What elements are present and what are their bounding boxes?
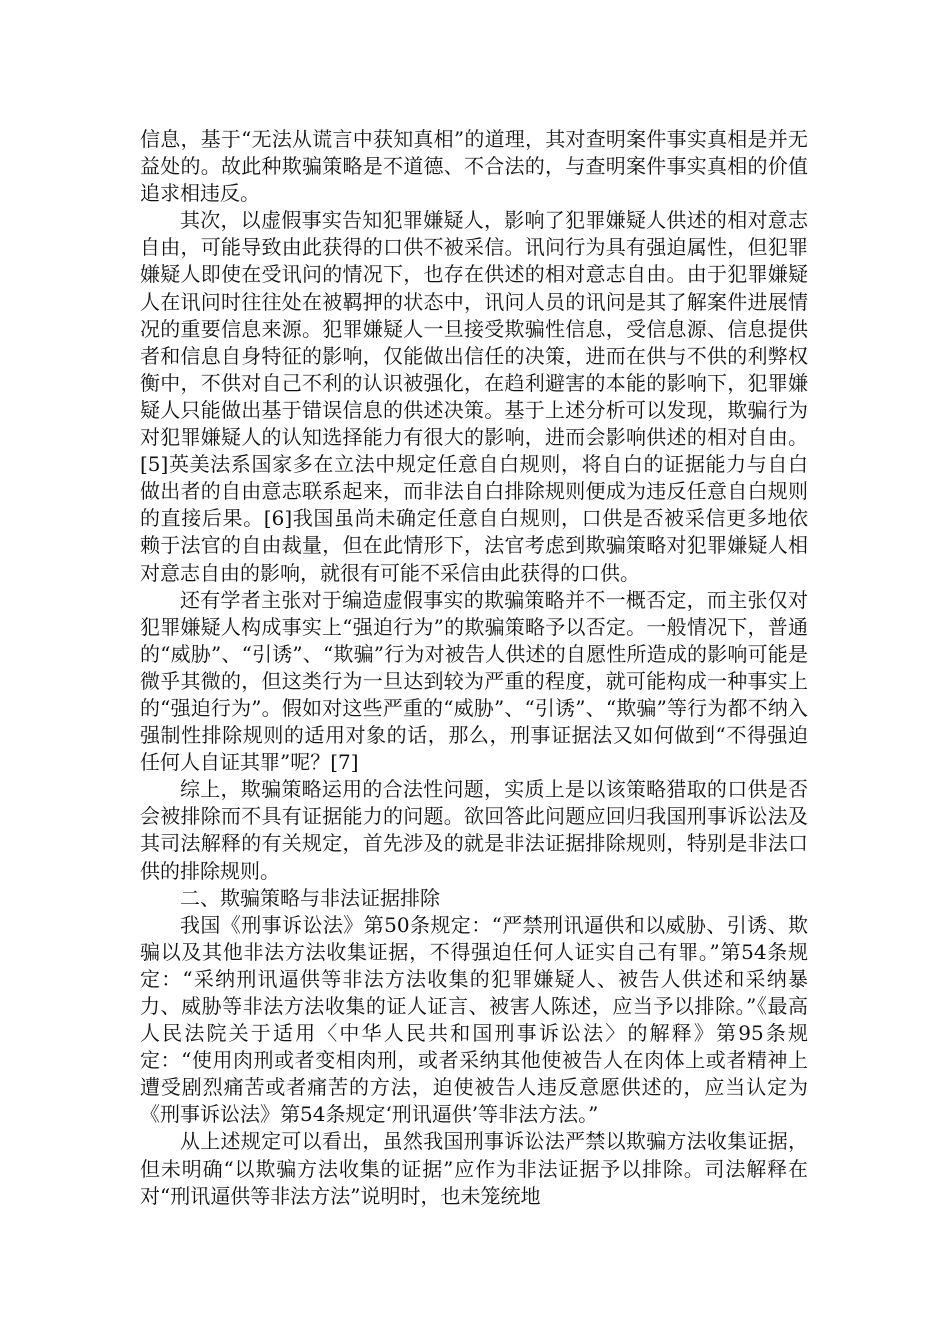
paragraph: 还有学者主张对于编造虚假事实的欺骗策略并不一概否定，而主张仅对犯罪嫌疑人构成事实上“强迫行为”的欺骗策略予以否定。一般情况下，普通的“威胁”、“引诱”、“欺骗”行为对被告人供述的自愿性所造成的影响可能是微乎其微的，但这类行为一旦达到较为严重的程度，就可能构成一种事实上的“强迫行为”。假如对这些严重的“威胁”、“引诱”、“欺骗”等行为都不纳入强制性排除规则的适用对象的话，那么，刑事证据法又如何做到“不得强迫任何人自证其罪”呢？[7]: [140, 587, 808, 775]
paragraph: 其次，以虚假事实告知犯罪嫌疑人，影响了犯罪嫌疑人供述的相对意志自由，可能导致由此获得的口供不被采信。讯问行为具有强迫属性，但犯罪嫌疑人即使在受讯问的情况下，也存在供述的相对意志自由。由于犯罪嫌疑人在讯问时往往处在被羁押的状态中，讯问人员的讯问是其了解案件进展情况的重要信息来源。犯罪嫌疑人一旦接受欺骗性信息，受信息源、信息提供者和信息自身特征的影响，仅能做出信任的决策，进而在供与不供的利弊权衡中，不供对自己不利的认识被强化，在趋利避害的本能的影响下，犯罪嫌疑人只能做出基于错误信息的供述决策。基于上述分析可以发现，欺骗行为对犯罪嫌疑人的认知选择能力有很大的影响，进而会影响供述的相对自由。[5]英美法系国家多在立法中规定任意自白规则，将自白的证据能力与自白做出者的自由意志联系起来，而非法自白排除规则便成为违反任意自白规则的直接后果。[6]我国虽尚未确定任意自白规则，口供是否被采信更多地依赖于法官的自由裁量，但在此情形下，法官考虑到欺骗策略对犯罪嫌疑人相对意志自由的影响，就很有可能不采信由此获得的口供。: [140, 208, 808, 585]
paragraph-continued: 信息，基于“无法从谎言中获知真相”的道理，其对查明案件事实真相是并无益处的。故此种欺骗策略是不道德、不合法的，与查明案件事实真相的价值追求相违反。: [140, 127, 808, 206]
paragraph: 我国《刑事诉讼法》第50条规定：“严禁刑讯逼供和以威胁、引诱、欺骗以及其他非法方法收集证据，不得强迫任何人证实自己有罪。”第54条规定：“采纳刑讯逼供等非法方法收集的犯罪嫌疑人、被告人供述和采纳暴力、威胁等非法方法收集的证人证言、被害人陈述，应当予以排除。”《最高人民法院关于适用〈中华人民共和国刑事诉讼法〉的解释》第95条规定：“使用肉刑或者变相肉刑，或者采纳其他使被告人在肉体上或者精神上遭受剧烈痛苦或者痛苦的方法，迫使被告人违反意愿供述的，应当认定为《刑事诉讼法》第54条规定‘刑讯逼供’等非法方法。”: [140, 912, 808, 1127]
paragraph: 从上述规定可以看出，虽然我国刑事诉讼法严禁以欺骗方法收集证据，但未明确“以欺骗方法收集的证据”应作为非法证据予以排除。司法解释在对“刑讯逼供等非法方法”说明时，也未笼统地: [140, 1129, 808, 1208]
section-heading: 二、欺骗策略与非法证据排除: [180, 885, 440, 910]
paragraph: 综上，欺骗策略运用的合法性问题，实质上是以该策略猎取的口供是否会被排除而不具有证据能力的问题。欲回答此问题应回归我国刑事诉讼法及其司法解释的有关规定，首先涉及的就是非法证据排除规则，特别是非法口供的排除规则。: [140, 777, 808, 883]
document-page: [140, 126, 808, 1210]
